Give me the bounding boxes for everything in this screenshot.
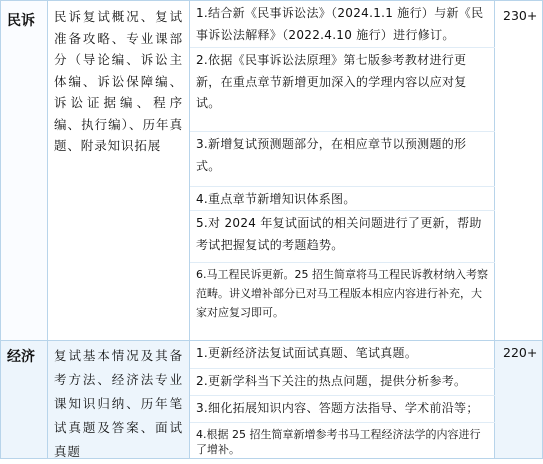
content-cell xyxy=(48,341,190,459)
update-item: 3.新增复试预测题部分，在相应章节以预测题的形式。 xyxy=(190,132,495,187)
subject-cell xyxy=(0,0,48,341)
content-text: 民诉复试概况、复试准备攻略、专业课部分（导论编、诉讼主体编、诉讼保障编、诉讼证据编、程序编、执行编）、历年真题、附录知识拓展 xyxy=(54,9,183,153)
page-count: 220+ xyxy=(503,345,538,360)
pages-cell xyxy=(495,0,543,341)
subject-cell xyxy=(0,341,48,459)
updates-cell xyxy=(190,0,495,341)
content-cell xyxy=(48,0,190,341)
pages-cell xyxy=(495,341,543,459)
page-count: 230+ xyxy=(503,8,538,23)
subject-label: 经济 xyxy=(7,349,35,365)
update-item: 2.更新学科当下关注的热点问题，提供分析参考。 xyxy=(190,369,495,396)
update-item: 4.重点章节新增知识体系图。 xyxy=(190,187,495,211)
update-item: 1.结合新《民事诉讼法》（2024.1.1 施行）与新《民事诉讼法解释》（2022.4.10 施行）进行修订。 xyxy=(190,1,495,48)
update-item: 6.马工程民诉更新。25 招生简章将马工程民诉教材纳入考察范畴。讲义增补部分已对马工程版本相应内容进行补充，大家对应复习即可。 xyxy=(196,268,488,319)
update-item: 3.细化拓展知识内容、答题方法指导、学术前沿等； xyxy=(190,396,495,423)
update-item: 1.更新经济法复试面试真题、笔试真题。 xyxy=(190,341,495,369)
content-text: 复试基本情况及其备考方法、经济法专业课知识归纳、历年笔试真题及答案、面试真题 xyxy=(54,348,183,459)
table-row xyxy=(0,341,543,459)
update-item: 4.根据 25 招生简章新增参考书马工程经济法学的内容进行了增补。 xyxy=(196,428,481,456)
update-item: 5.对 2024 年复试面试的相关问题进行了更新，帮助考试把握复试的考题趋势。 xyxy=(190,211,495,263)
updates-cell xyxy=(190,341,495,459)
update-item: 2.依据《民事诉讼法原理》第七版参考教材进行更新，在重点章节新增更加深入的学理内容以应对复试。 xyxy=(190,48,495,132)
subject-label: 民诉 xyxy=(7,13,35,29)
